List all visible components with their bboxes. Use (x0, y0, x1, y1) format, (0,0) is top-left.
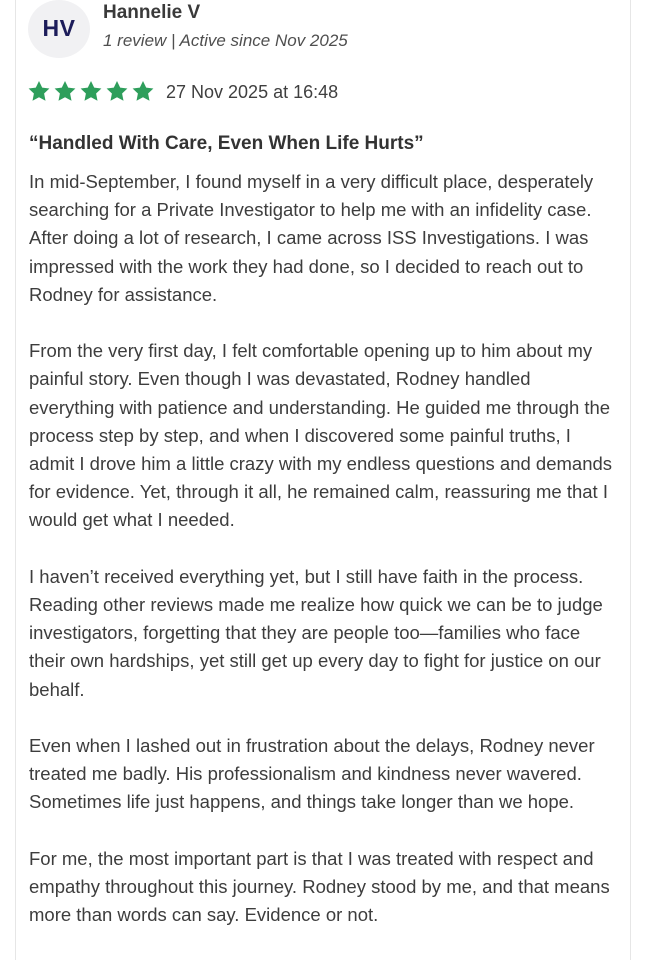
review-title: “Handled With Care, Even When Life Hurts” (29, 133, 424, 154)
star-icon (132, 80, 154, 102)
star-icon (106, 80, 128, 102)
review-body (29, 168, 619, 958)
reviewer-meta: 1 review | Active since Nov 2025 (103, 31, 348, 50)
review-paragraph: In mid-September, I found myself in a very difficult place, desperately searching for a Private Investigator to help me with an infidelity case. After doing a lot of research, I came across ISS Investigations. I was impressed with the work they had done, so I decided to reach out to Rodney for assistance. (29, 171, 594, 305)
review-paragraph: For me, the most important part is that I was treated with respect and empathy throughout this journey. Rodney stood by me, and that means more than words can say. Evidence or not. (29, 847, 610, 926)
reviewer-name[interactable]: Hannelie V (103, 2, 201, 23)
star-icon (80, 80, 102, 102)
avatar[interactable] (28, 0, 90, 58)
star-icon (54, 80, 76, 102)
review-paragraph: I haven’t received everything yet, but I still have faith in the process. Reading other reviews made me realize how quick we can be to judge investigators, forgetting that they are people too—families who face their own hardships, yet still get up every day to fight for justice on our behalf. (29, 565, 603, 700)
review-date: 27 Nov 2025 at 16:48 (166, 82, 339, 102)
star-rating (28, 80, 154, 102)
star-icon (28, 80, 50, 102)
avatar-initials: HV (42, 14, 76, 41)
review-paragraph: From the very first day, I felt comfortable opening up to him about my painful story. Even though I was devastated, Rodney handled everything with patience and understanding. He guided me through the process step by step, and when I discovered some painful truths, I admit I drove him a little crazy with my endless questions and demands for evidence. Yet, through it all, he remained calm, reassuring me that I would get what I needed. (29, 340, 613, 531)
review-paragraph: Even when I lashed out in frustration about the delays, Rodney never treated me badly. His professionalism and kindness never wavered. Sometimes life just happens, and things take longer than we hope. (29, 735, 595, 813)
